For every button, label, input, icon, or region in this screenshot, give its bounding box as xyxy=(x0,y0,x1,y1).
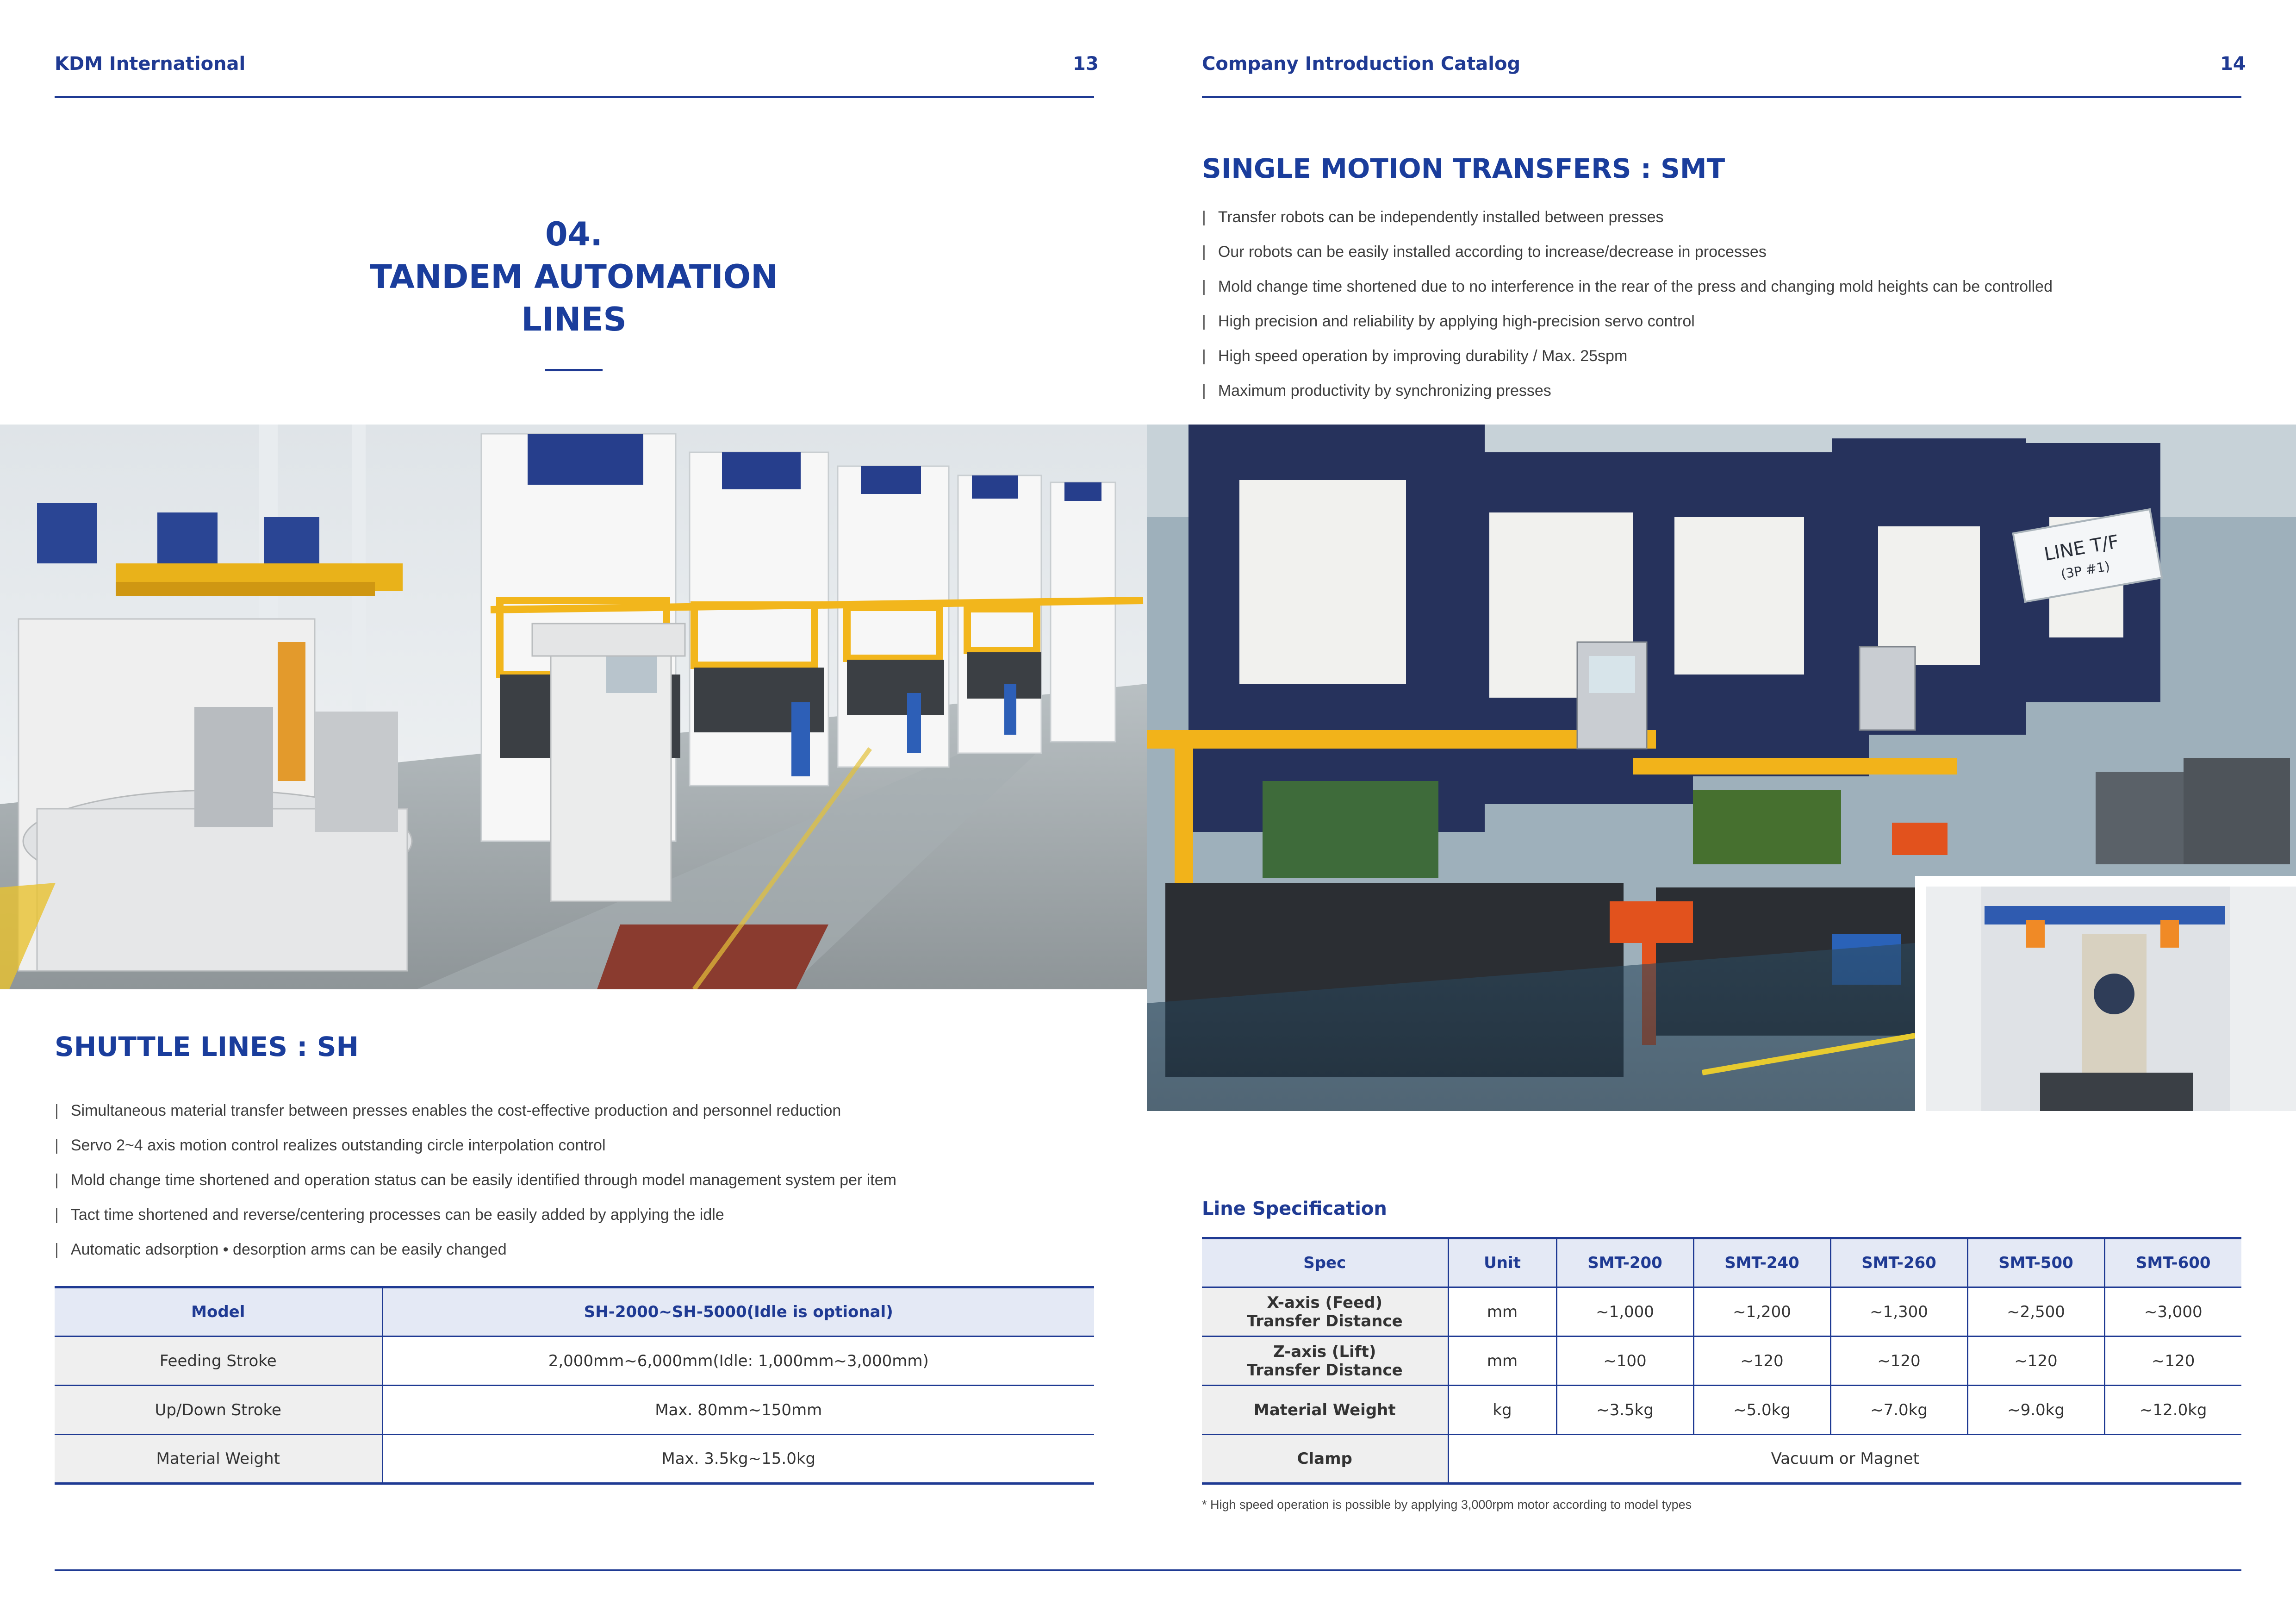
smt-cell: ~120 xyxy=(1967,1337,2104,1386)
table-row xyxy=(55,1386,1094,1435)
smt-bullet-2: | Our robots can be easily installed according to increase/decrease in processes xyxy=(1202,243,1767,261)
smt-bullet-1: | Transfer robots can be independently installed between presses xyxy=(1202,208,1664,226)
header-rule-left xyxy=(55,96,1094,98)
smt-row-label: Material Weight xyxy=(1202,1386,1448,1435)
smt-cell: ~7.0kg xyxy=(1830,1386,1967,1435)
smt-header-model: SMT-600 xyxy=(2104,1238,2241,1287)
line-sign-sublabel: (3P #1) xyxy=(2060,558,2111,582)
smt-cell: ~120 xyxy=(2152,1351,2195,1370)
smt-header-model: SMT-260 xyxy=(1830,1238,1967,1287)
section-number: 04. xyxy=(545,215,603,253)
section-heading xyxy=(296,213,852,341)
table-row xyxy=(1202,1287,2241,1337)
smt-row-unit: kg xyxy=(1448,1386,1556,1435)
shuttle-header-model: Model xyxy=(55,1287,382,1337)
shuttle-row-label: Material Weight xyxy=(55,1435,382,1484)
smt-bullet-3: | Mold change time shortened due to no interference in the rear of the press and changing mold heights can be controlled xyxy=(1202,278,2053,295)
smt-title: SINGLE MOTION TRANSFERS : SMT xyxy=(1202,153,1725,184)
line-sign-label: LINE T/F xyxy=(2042,531,2121,565)
table-row xyxy=(55,1337,1094,1386)
shuttle-spec-table xyxy=(55,1286,1094,1485)
shuttle-title: SHUTTLE LINES : SH xyxy=(55,1031,359,1062)
shuttle-bullet-1: | Simultaneous material transfer between presses enables the cost-effective production and personnel reduction xyxy=(55,1102,841,1119)
smt-cell: ~2,500 xyxy=(1967,1287,2104,1337)
smt-cell: ~120 xyxy=(1830,1337,1967,1386)
smt-header-model: SMT-200 xyxy=(1556,1238,1693,1287)
table-row xyxy=(1202,1337,2241,1386)
smt-table-header-row xyxy=(1202,1238,2241,1287)
smt-cell: ~120 xyxy=(1693,1337,1830,1386)
shuttle-row-label: Feeding Stroke xyxy=(55,1337,382,1386)
shuttle-line-photo xyxy=(0,425,1147,989)
smt-header-model: SMT-240 xyxy=(1693,1238,1830,1287)
smt-header-unit: Unit xyxy=(1448,1238,1556,1287)
smt-row-label: Z-axis (Lift) Transfer Distance xyxy=(1202,1337,1448,1386)
smt-line-photo xyxy=(1147,425,2296,1111)
smt-cell: ~9.0kg xyxy=(1967,1386,2104,1435)
smt-clamp-label: Clamp xyxy=(1202,1435,1448,1484)
smt-cell: ~3.5kg xyxy=(1556,1386,1693,1435)
table-row xyxy=(55,1435,1094,1484)
shuttle-bullet-2: | Servo 2~4 axis motion control realizes outstanding circle interpolation control xyxy=(55,1137,606,1154)
shuttle-row-label: Up/Down Stroke xyxy=(55,1386,382,1435)
shuttle-bullet-3: | Mold change time shortened and operation status can be easily identified through model management system per item xyxy=(55,1171,896,1189)
smt-bullet-4: | High precision and reliability by applying high-precision servo control xyxy=(1202,312,1695,330)
smt-cell: ~3,000 xyxy=(2144,1302,2203,1321)
line-spec-title: Line Specification xyxy=(1202,1198,1387,1219)
smt-cell: ~100 xyxy=(1556,1337,1693,1386)
smt-header-model: SMT-500 xyxy=(1967,1238,2104,1287)
smt-cell: ~1,300 xyxy=(1830,1287,1967,1337)
smt-cell: ~5.0kg xyxy=(1693,1386,1830,1435)
smt-bullet-6: | Maximum productivity by synchronizing presses xyxy=(1202,382,1551,400)
smt-cell: ~12.0kg xyxy=(2140,1400,2207,1419)
section-title-underline xyxy=(545,369,603,371)
left-page-number: 13 xyxy=(1073,53,1099,75)
smt-row-unit: mm xyxy=(1448,1287,1556,1337)
right-page-number: 14 xyxy=(2220,53,2246,75)
shuttle-header-model-value: SH-2000~SH-5000(Idle is optional) xyxy=(382,1287,1094,1337)
shuttle-row-value: Max. 80mm~150mm xyxy=(655,1400,822,1419)
table-row xyxy=(1202,1435,2241,1484)
smt-inset-photo xyxy=(1926,887,2296,1111)
smt-clamp-value: Vacuum or Magnet xyxy=(1771,1449,1919,1468)
smt-header-spec: Spec xyxy=(1202,1238,1448,1287)
shuttle-bullet-5: | Automatic adsorption • desorption arms can be easily changed xyxy=(55,1241,507,1258)
smt-spec-table xyxy=(1202,1237,2241,1485)
section-title-line2: LINES xyxy=(521,300,627,338)
left-company-name: KDM International xyxy=(55,53,246,75)
smt-cell: ~1,000 xyxy=(1556,1287,1693,1337)
shuttle-row-value: Max. 3.5kg~15.0kg xyxy=(661,1449,816,1468)
section-title-line1: TANDEM AUTOMATION xyxy=(370,258,778,296)
smt-row-unit: mm xyxy=(1448,1337,1556,1386)
shuttle-table-header-row xyxy=(55,1287,1094,1337)
footer-rule xyxy=(55,1569,2241,1571)
smt-cell: ~1,200 xyxy=(1693,1287,1830,1337)
shuttle-bullet-4: | Tact time shortened and reverse/centering processes can be easily added by applying the idle xyxy=(55,1206,724,1224)
shuttle-row-value: 2,000mm~6,000mm(Idle: 1,000mm~3,000mm) xyxy=(548,1351,929,1370)
smt-bullet-5: | High speed operation by improving durability / Max. 25spm xyxy=(1202,347,1628,365)
right-catalog-title: Company Introduction Catalog xyxy=(1202,53,1521,75)
smt-row-label: X-axis (Feed) Transfer Distance xyxy=(1202,1287,1448,1337)
header-rule-right xyxy=(1202,96,2241,98)
smt-footnote: * High speed operation is possible by applying 3,000rpm motor according to model types xyxy=(1202,1498,1692,1512)
table-row xyxy=(1202,1386,2241,1435)
